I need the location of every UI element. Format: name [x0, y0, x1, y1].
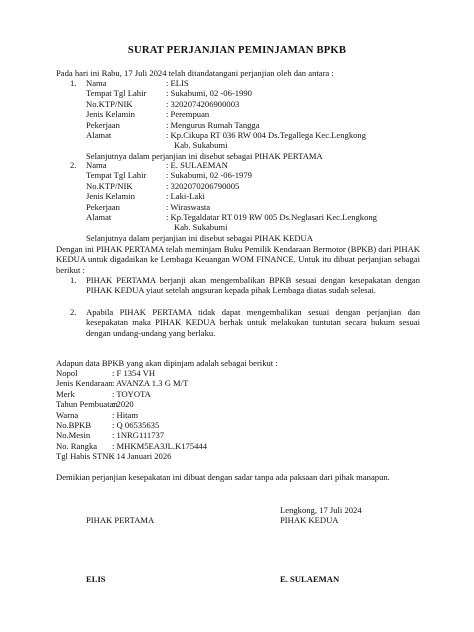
signature-title-right: PIHAK KEDUA — [280, 515, 339, 525]
field-value: : TOYOTA — [112, 388, 151, 399]
field-value: : Sukabumi, 02 -06-1990 — [166, 88, 252, 99]
field-value: : Laki-Laki — [166, 191, 205, 202]
field-value: : E. SULAEMAN — [166, 160, 228, 170]
signature-name-left: ELIS — [86, 574, 106, 584]
opening-line: Pada hari ini Rabu, 17 Juli 2024 telah ditandatangani perjanjian oleh dan antara : — [56, 68, 334, 78]
term-item: Apabila PIHAK PERTAMA tidak dapat mengembalikan sesuai dengan perjanjian dan kesepakatan maka PIHAK KEDUA berhak untuk melakukan tuntutan secara hukum sesuai dengan undang-undang yang berlaku. — [86, 307, 420, 338]
field-value-continuation: Kab. Sukabumi — [174, 140, 228, 151]
intro-paragraph: Dengan ini PIHAK PERTAMA telah meminjam Buku Pemilik Kendaraan Bermotor (BPKB) dari PIHAK KEDUA untuk digadaikan ke Lembaga Keuangan WOM FINANCE. Untuk itu dibuat perjanjian sebagai berikut : — [56, 244, 420, 275]
terms-list — [70, 275, 430, 355]
field-value: : Perempuan — [166, 109, 210, 120]
field-label: Alamat — [86, 212, 112, 222]
field-label: Nopol — [56, 368, 78, 378]
field-label: No.KTP/NIK — [86, 180, 133, 191]
field-label: Pekerjaan — [86, 201, 120, 212]
field-label: No.BPKB — [56, 420, 92, 430]
party-number: 1. — [70, 78, 77, 88]
party-1-block — [0, 78, 474, 161]
closing-statement: Demikian perjanjian kesepakatan ini dibuat dengan sadar tanpa ada paksaan dari pihak manapun. — [56, 472, 390, 482]
field-value-continuation: Kab. Sukabumi — [174, 222, 228, 233]
field-value: : AVANZA 1.3 G M/T — [112, 378, 189, 389]
field-label: Alamat — [86, 130, 112, 140]
field-value: : 14 Januari 2026 — [112, 451, 172, 462]
field-label: Tahun Pembuatan — [56, 399, 118, 410]
party-closing: Selanjutnya dalam perjanjian ini disebut sebagai PIHAK KEDUA — [86, 233, 313, 243]
field-label: Jenis Kelamin — [86, 109, 135, 120]
term-number: 2. — [70, 307, 77, 317]
field-label: No.Mesin — [56, 430, 91, 441]
party-closing: Selanjutnya dalam perjanjian ini disebut sebagai PIHAK PERTAMA — [86, 151, 323, 161]
field-label: Jenis Kendaraan — [56, 378, 113, 389]
field-value: : ELIS — [166, 78, 189, 88]
field-label: No. Rangka — [56, 440, 98, 451]
field-label: Nama — [86, 78, 107, 88]
field-value: : 3202074206900003 — [166, 98, 240, 109]
field-value: : 2020 — [112, 399, 134, 410]
field-value: : Kp.Cikupa RT 036 RW 004 Ds.Tegallega Kec.Lengkong — [166, 130, 367, 140]
field-value: : Hitam — [112, 409, 139, 420]
field-label: No.KTP/NIK — [86, 98, 133, 109]
field-value: : MHKM5EA3JL.K175444 — [112, 440, 208, 451]
signature-name-right: E. SULAEMAN — [280, 574, 340, 584]
term-item: PIHAK PERTAMA berjanji akan mengembalikan BPKB sesuai dengan kesepakatan dengan PIHAK KEDUA yiaut setelah angsuran kepada pihak Lembaga diatas sudah selesai. — [86, 275, 420, 296]
field-value: : 3202070206790005 — [166, 180, 240, 191]
field-value: : Q 06535635 — [112, 420, 160, 430]
document-title: SURAT PERJANJIAN PEMINJAMAN BPKB — [127, 45, 347, 56]
field-label: Warna — [56, 409, 79, 420]
field-value: : F 1354 VH — [112, 368, 156, 378]
party-number: 2. — [70, 160, 77, 170]
field-label: Pekerjaan — [86, 119, 120, 130]
field-value: : Kp.Tegaldatar RT 019 RW 005 Ds.Neglasari Kec.Lengkong — [166, 212, 377, 222]
vehicle-intro: Adapun data BPKB yang akan dipinjam adalah sebagai berikut : — [56, 358, 278, 368]
field-label: Merk — [56, 388, 75, 399]
field-label: Tempat Tgl Lahir — [86, 170, 147, 181]
field-label: Tempat Tgl Lahir — [86, 88, 147, 99]
field-label: Jenis Kelamin — [86, 191, 135, 202]
vehicle-data-list — [56, 368, 356, 462]
field-value: : Sukabumi, 02 -06-1979 — [166, 170, 252, 181]
term-number: 1. — [70, 275, 77, 285]
place-date: Lengkong, 17 Juli 2024 — [280, 505, 362, 515]
field-label: Nama — [86, 160, 107, 170]
signature-title-left: PIHAK PERTAMA — [86, 515, 155, 525]
field-value: : Mengurus Rumah Tangga — [166, 119, 260, 130]
field-label: Tgl Habis STNK — [56, 451, 115, 462]
party-2-block — [0, 160, 474, 243]
field-value: : Wiraswasta — [166, 201, 211, 212]
field-value: : 1NRG111737 — [112, 430, 165, 441]
